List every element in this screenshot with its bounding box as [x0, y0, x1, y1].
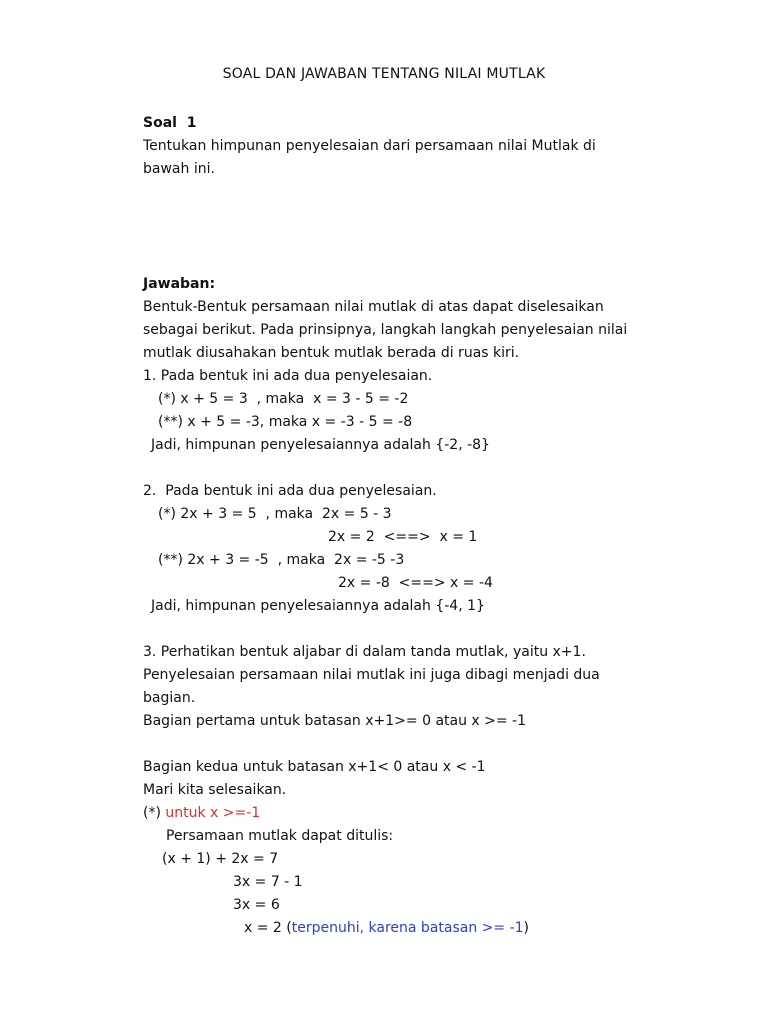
part3-case1-line4: 3x = 6: [233, 897, 280, 913]
part3-line2: Penyelesaian persamaan nilai mutlak ini juga dibagi menjadi dua: [143, 667, 600, 683]
part2-case1-step: 2x = 2 <==> x = 1: [328, 529, 478, 545]
part1-result: Jadi, himpunan penyelesaiannya adalah {-2, -8}: [151, 437, 490, 453]
part2-heading: 2. Pada bentuk ini ada dua penyelesaian.: [143, 483, 437, 499]
jawaban-heading: Jawaban:: [143, 276, 216, 292]
part3-case1-condition: untuk x >=-1: [165, 805, 261, 821]
part2-case2: (**) 2x + 3 = -5 , maka 2x = -5 -3: [158, 552, 405, 568]
jawaban-intro-line2: sebagai berikut. Pada prinsipnya, langkah langkah penyelesaian nilai: [143, 322, 628, 338]
part2-result: Jadi, himpunan penyelesaiannya adalah {-4, 1}: [151, 598, 485, 614]
part3-line1: 3. Perhatikan bentuk aljabar di dalam tanda mutlak, yaitu x+1.: [143, 644, 586, 660]
part3-case1-prefix: (*): [143, 805, 166, 821]
jawaban-intro-line1: Bentuk-Bentuk persamaan nilai mutlak di atas dapat diselesaikan: [143, 299, 604, 315]
part3-case1-line5-prefix: x = 2 (: [244, 920, 292, 936]
part2-case2-step: 2x = -8 <==> x = -4: [338, 575, 493, 591]
part3-case1-line2: (x + 1) + 2x = 7: [162, 851, 279, 867]
part3-line4: Bagian pertama untuk batasan x+1>= 0 atau x >= -1: [143, 713, 527, 729]
soal-text-line2: bawah ini.: [143, 161, 215, 177]
jawaban-intro-line3: mutlak diusahakan bentuk mutlak berada di ruas kiri.: [143, 345, 520, 361]
part3-line5: Bagian kedua untuk batasan x+1< 0 atau x < -1: [143, 759, 486, 775]
part3-case1-line5-suffix: ): [523, 920, 529, 936]
part3-case1-line5-note: terpenuhi, karena batasan >= -1: [291, 920, 524, 936]
part2-case1: (*) 2x + 3 = 5 , maka 2x = 5 - 3: [158, 506, 392, 522]
part3-case1-header: [143, 804, 260, 822]
part1-case1: (*) x + 5 = 3 , maka x = 3 - 5 = -2: [158, 391, 409, 407]
part3-case1-line1: Persamaan mutlak dapat ditulis:: [166, 828, 394, 844]
part3-case1-line5: [244, 919, 529, 937]
page-title: SOAL DAN JAWABAN TENTANG NILAI MUTLAK: [222, 66, 546, 82]
soal-text-line1: Tentukan himpunan penyelesaian dari persamaan nilai Mutlak di: [143, 138, 596, 154]
part3-case1-line3: 3x = 7 - 1: [233, 874, 303, 890]
part3-line6: Mari kita selesaikan.: [143, 782, 287, 798]
part1-heading: 1. Pada bentuk ini ada dua penyelesaian.: [143, 368, 433, 384]
part1-case2: (**) x + 5 = -3, maka x = -3 - 5 = -8: [158, 414, 413, 430]
part3-line3: bagian.: [143, 690, 196, 706]
soal-heading: Soal 1: [143, 115, 197, 131]
